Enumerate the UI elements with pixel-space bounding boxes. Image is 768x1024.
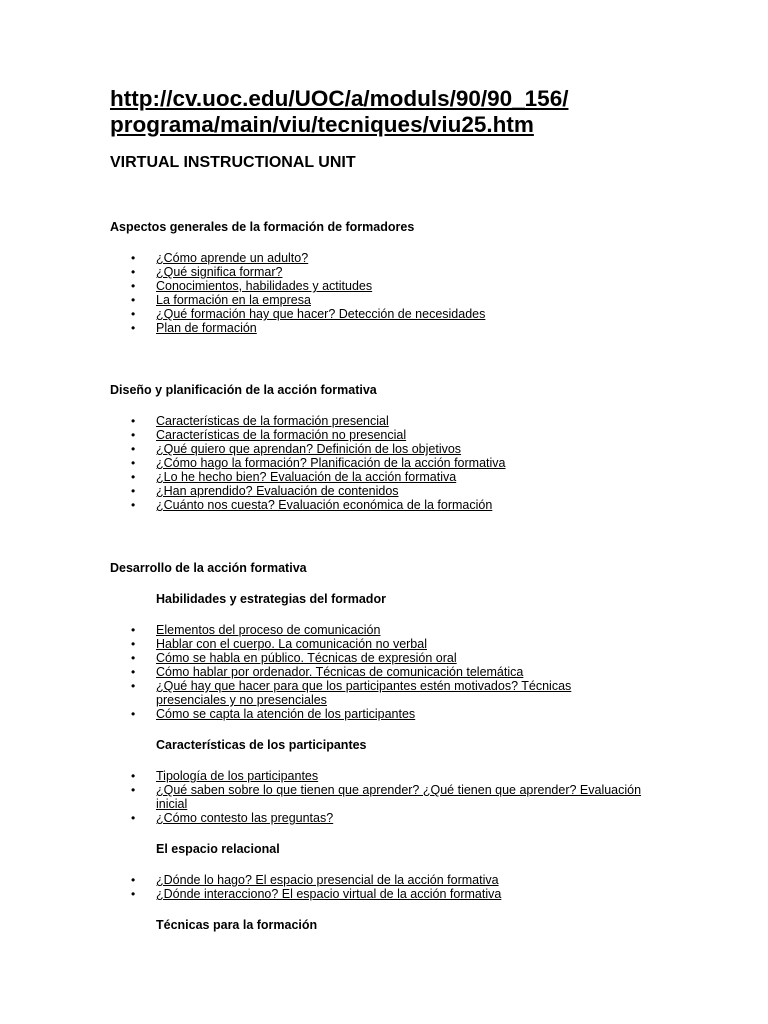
section-heading-aspectos: Aspectos generales de la formación de formadores — [110, 220, 415, 234]
link-item[interactable]: La formación en la empresa — [156, 293, 311, 307]
bullet-icon: • — [131, 265, 136, 279]
link-item[interactable]: ¿Dónde interacciono? El espacio virtual de la acción formativa — [156, 887, 502, 901]
bullet-icon: • — [131, 637, 136, 651]
list-aspectos — [131, 251, 676, 335]
list-item — [131, 307, 676, 321]
list-item — [131, 470, 676, 484]
link-item[interactable]: ¿Cómo aprende un adulto? — [156, 251, 309, 265]
section-heading-desarrollo: Desarrollo de la acción formativa — [110, 561, 307, 575]
list-item — [131, 414, 676, 428]
bullet-icon: • — [131, 651, 136, 665]
list-item — [131, 293, 676, 307]
list-diseno — [131, 414, 676, 512]
bullet-icon: • — [131, 293, 136, 307]
list-item — [131, 887, 676, 901]
unit-title: VIRTUAL INSTRUCTIONAL UNIT — [110, 154, 356, 171]
bullet-icon: • — [131, 321, 136, 335]
link-item[interactable]: ¿Dónde lo hago? El espacio presencial de la acción formativa — [156, 873, 499, 887]
list-item — [131, 321, 676, 335]
bullet-icon: • — [131, 811, 136, 825]
link-item[interactable]: ¿Qué significa formar? — [156, 265, 283, 279]
bullet-icon: • — [131, 887, 136, 901]
list-item — [131, 707, 676, 721]
list-item — [131, 873, 676, 887]
bullet-icon: • — [131, 783, 136, 797]
bullet-icon: • — [131, 251, 136, 265]
bullet-icon: • — [131, 623, 136, 637]
list-item — [131, 251, 676, 265]
list-item — [131, 265, 676, 279]
subheading-tecnicas: Técnicas para la formación — [156, 918, 318, 932]
link-item[interactable]: Características de la formación presencial — [156, 414, 389, 428]
link-item[interactable]: ¿Qué hay que hacer para que los participantes estén motivados? Técnicas presenciales y no presenciales — [156, 679, 572, 707]
link-item[interactable]: ¿Qué saben sobre lo que tienen que aprender? ¿Qué tienen que aprender? Evaluación inicial — [156, 783, 642, 811]
bullet-icon: • — [131, 498, 136, 512]
list-item — [131, 498, 676, 512]
link-item[interactable]: Cómo hablar por ordenador. Técnicas de comunicación telemática — [156, 665, 524, 679]
source-url-line-1[interactable]: http://cv.uoc.edu/UOC/a/moduls/90/90_156/ — [110, 86, 569, 111]
list-item — [131, 783, 666, 811]
link-item[interactable]: ¿Han aprendido? Evaluación de contenidos — [156, 484, 399, 498]
bullet-icon: • — [131, 456, 136, 470]
link-item[interactable]: Elementos del proceso de comunicación — [156, 623, 381, 637]
link-item[interactable]: ¿Lo he hecho bien? Evaluación de la acción formativa — [156, 470, 457, 484]
link-item[interactable]: ¿Qué quiero que aprendan? Definición de los objetivos — [156, 442, 462, 456]
link-item[interactable]: Hablar con el cuerpo. La comunicación no verbal — [156, 637, 427, 651]
list-item — [131, 623, 676, 637]
list-item — [131, 637, 676, 651]
bullet-icon: • — [131, 442, 136, 456]
list-item — [131, 665, 676, 679]
link-item[interactable]: Conocimientos, habilidades y actitudes — [156, 279, 373, 293]
list-item — [131, 651, 676, 665]
source-url[interactable] — [110, 86, 670, 138]
bullet-icon: • — [131, 414, 136, 428]
bullet-icon: • — [131, 665, 136, 679]
link-item[interactable]: Cómo se capta la atención de los participantes — [156, 707, 416, 721]
bullet-icon: • — [131, 484, 136, 498]
link-item[interactable]: ¿Qué formación hay que hacer? Detección de necesidades — [156, 307, 486, 321]
subheading-caracteristicas: Características de los participantes — [156, 738, 367, 752]
list-item — [131, 442, 676, 456]
bullet-icon: • — [131, 428, 136, 442]
link-item[interactable]: Tipología de los participantes — [156, 769, 319, 783]
list-item — [131, 428, 676, 442]
bullet-icon: • — [131, 307, 136, 321]
list-item — [131, 456, 676, 470]
list-habilidades — [131, 623, 676, 721]
link-item[interactable]: ¿Cómo hago la formación? Planificación de la acción formativa — [156, 456, 506, 470]
section-heading-diseno: Diseño y planificación de la acción formativa — [110, 383, 377, 397]
list-item — [131, 811, 666, 825]
link-item[interactable]: Cómo se habla en público. Técnicas de expresión oral — [156, 651, 457, 665]
link-item[interactable]: ¿Cuánto nos cuesta? Evaluación económica de la formación — [156, 498, 493, 512]
link-item[interactable]: ¿Cómo contesto las preguntas? — [156, 811, 334, 825]
link-item[interactable]: Plan de formación — [156, 321, 257, 335]
list-item — [131, 769, 666, 783]
bullet-icon: • — [131, 470, 136, 484]
bullet-icon: • — [131, 873, 136, 887]
bullet-icon: • — [131, 707, 136, 721]
list-item — [131, 679, 596, 707]
list-item — [131, 484, 676, 498]
bullet-icon: • — [131, 679, 136, 693]
bullet-icon: • — [131, 769, 136, 783]
link-item[interactable]: Características de la formación no presencial — [156, 428, 407, 442]
subheading-espacio: El espacio relacional — [156, 842, 280, 856]
subheading-habilidades: Habilidades y estrategias del formador — [156, 592, 386, 606]
source-url-line-2[interactable]: programa/main/viu/tecniques/viu25.htm — [110, 112, 534, 137]
list-espacio — [131, 873, 676, 901]
bullet-icon: • — [131, 279, 136, 293]
list-caracteristicas — [131, 769, 666, 825]
list-item — [131, 279, 676, 293]
